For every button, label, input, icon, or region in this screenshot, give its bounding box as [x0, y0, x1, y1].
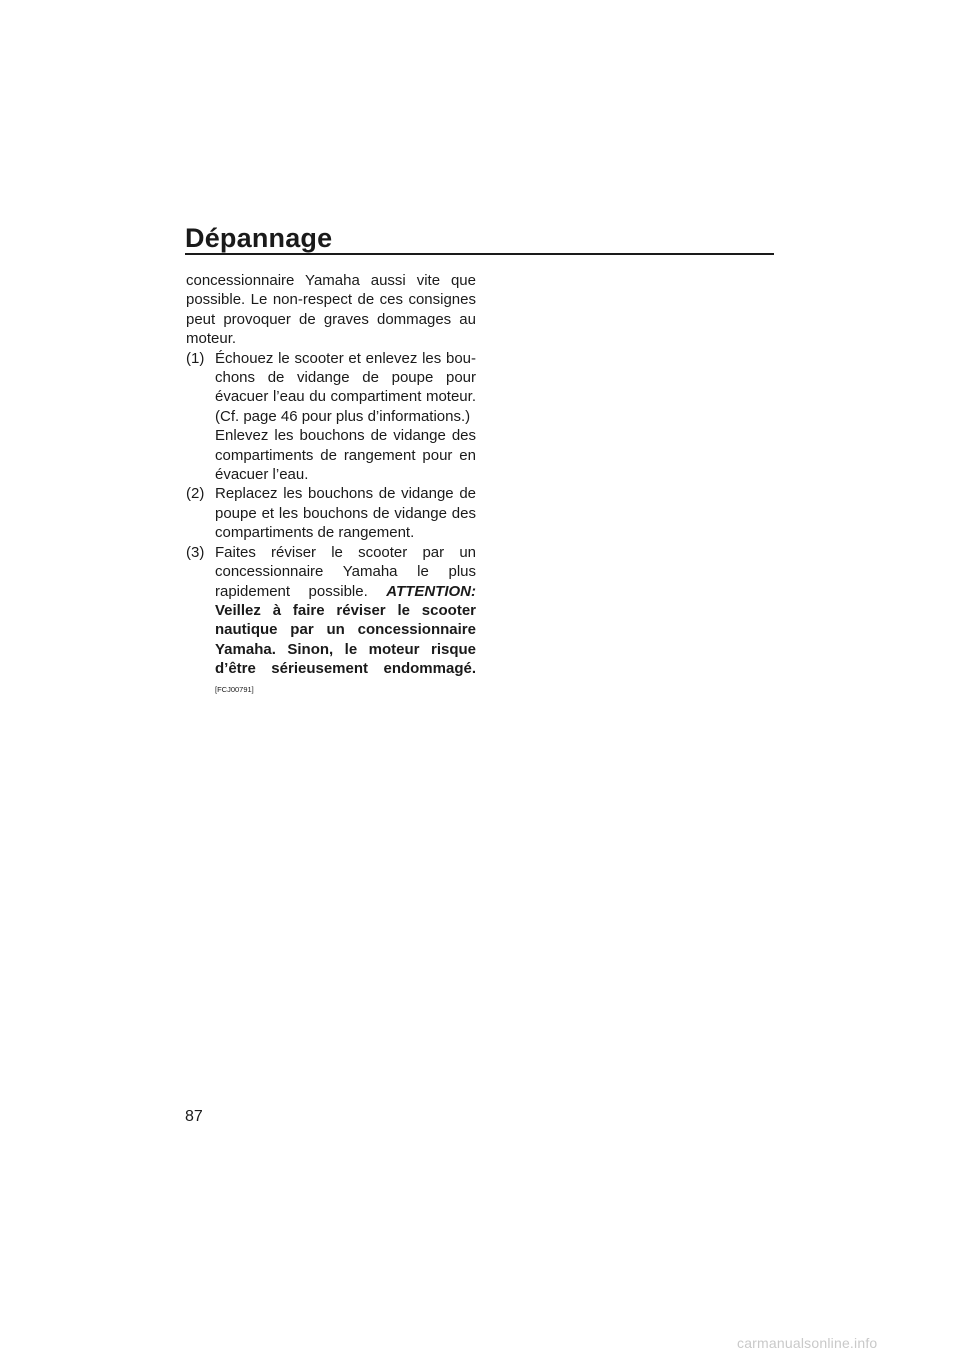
step-text: Faites réviser le scooter par un concessionnaire Yamaha le plus rapidement possible. — [215, 543, 476, 600]
step-2 — [186, 484, 476, 542]
step-extra-text: Enlevez les bouchons de vidange des compartiments de rangement pour en évacuer l’eau. — [215, 427, 476, 484]
title-rule — [185, 253, 774, 255]
page-title: Dépannage — [185, 223, 333, 253]
step-number: (2) — [186, 485, 205, 503]
page-number: 87 — [185, 1108, 203, 1125]
attention-label: ATTENTION: — [386, 582, 476, 600]
step-number: (1) — [186, 349, 205, 367]
watermark: carmanualsonline.info — [737, 1335, 878, 1351]
body-column — [186, 271, 476, 700]
step-text: Replacez les bouchons de vidange de poupe et les bouchons de vidange des compartiments de rangement. — [215, 485, 476, 542]
step-number: (3) — [186, 543, 205, 561]
step-3 — [186, 543, 476, 700]
step-text-with-attention — [215, 543, 476, 700]
reference-code: [FCJ00791] — [215, 684, 254, 694]
step-text: Échouez le scooter et enlevez les bouchons de vidange de poupe pour évacuer l’eau du compartiment moteur. (Cf. page 46 pour plus d’informations.) — [215, 349, 476, 425]
intro-paragraph: concessionnaire Yamaha aussi vite que possible. Le non-respect de ces consignes peut provoquer de graves dommages au moteur. — [186, 272, 476, 348]
attention-text: Veillez à faire réviser le scooter nautique par un concessionnaire Yamaha. Sinon, le moteur risque d’être sérieusement endommagé. — [215, 601, 476, 678]
step-1 — [186, 349, 476, 485]
